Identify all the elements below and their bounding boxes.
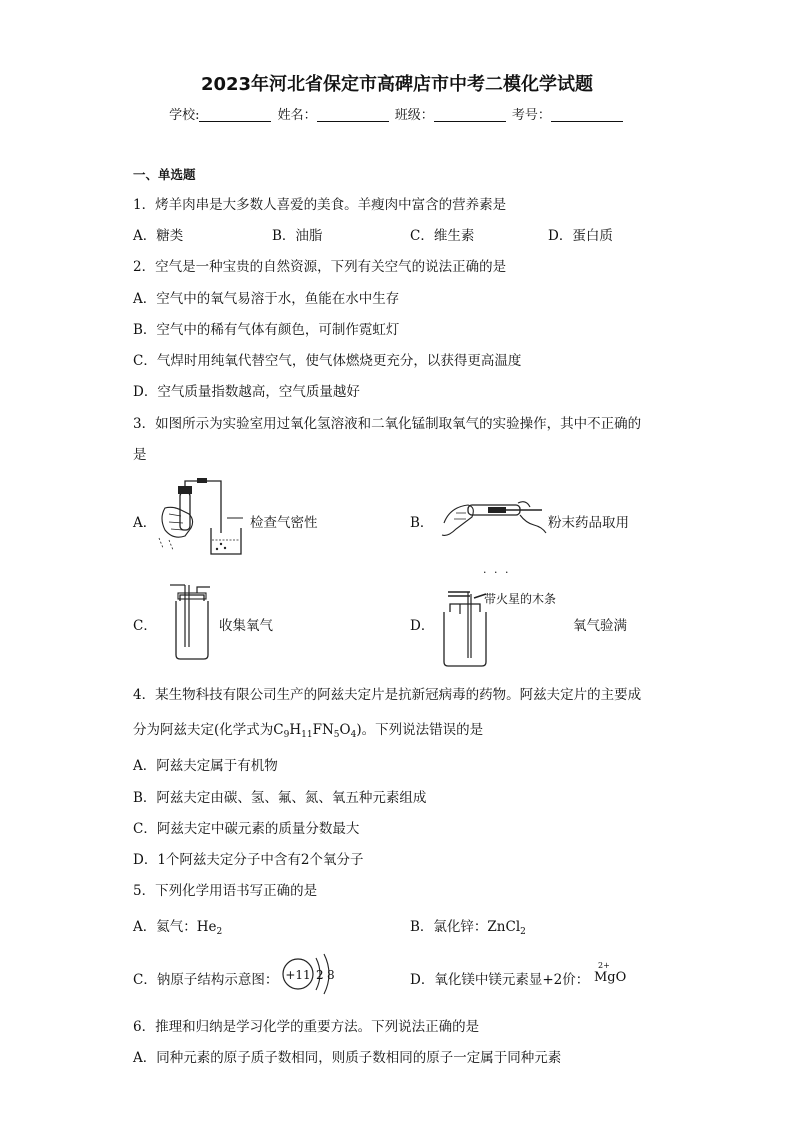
q3-option-c-label: 收集氧气	[219, 618, 273, 634]
section-heading: 一、单选题	[133, 167, 196, 182]
q5-option-d[interactable]: D．氧化镁中镁元素显+2价：	[410, 972, 590, 988]
name-blank[interactable]	[317, 107, 389, 122]
powder-sampling-figure	[438, 493, 548, 543]
q1-option-b[interactable]: B．油脂	[272, 228, 323, 244]
school-blank[interactable]	[199, 107, 271, 122]
q3-option-d-label: 氧气验满	[573, 618, 627, 634]
sodium-atom-structure-diagram	[280, 952, 352, 1000]
q6-stem: 6．推理和归纳是学习化学的重要方法。下列说法正确的是	[133, 1019, 480, 1035]
student-info-line	[0, 104, 794, 123]
school-label: 学校:	[169, 108, 200, 123]
q4-stem-line1: 4．某生物科技有限公司生产的阿兹夫定片是抗新冠病毒的药物。阿兹夫定片的主要成	[133, 687, 642, 703]
q3-option-a-letter[interactable]: A．	[133, 515, 157, 531]
q5-d-formula: MgO	[594, 970, 627, 985]
q3-option-d-letter[interactable]: D．	[410, 618, 435, 634]
q5-d-charge: 2+	[598, 961, 610, 970]
class-blank[interactable]	[434, 107, 506, 122]
q3-stem-line1: 3．如图所示为实验室用过氧化氢溶液和二氧化锰制取氧气的实验操作，其中不正确的	[133, 416, 642, 432]
q5-option-c[interactable]: C．钠原子结构示意图：	[133, 972, 279, 988]
q4-stem-post: )。下列说法错误的是	[356, 722, 484, 738]
atom-nucleus-charge: +11	[285, 968, 311, 982]
q3-option-a-label: 检查气密性	[250, 515, 318, 531]
page-title: 2023年河北省保定市高碑店市中考二模化学试题	[200, 74, 594, 95]
q1-option-c[interactable]: C．维生素	[410, 228, 475, 244]
q4-stem-line2	[133, 718, 483, 740]
q4-stem-pre: 分为阿兹夫定(化学式为	[133, 722, 274, 738]
q3-option-b-letter[interactable]: B．	[410, 515, 434, 531]
q3-option-d-callout: 带火星的木条	[484, 592, 557, 606]
q6-option-a[interactable]: A．同种元素的原子质子数相同，则质子数相同的原子一定属于同种元素	[133, 1050, 562, 1066]
q1-option-d[interactable]: D．蛋白质	[548, 228, 613, 244]
q2-option-d[interactable]: D．空气质量指数越高，空气质量越好	[133, 384, 360, 400]
q5-option-a[interactable]: A．氦气：$He_2$	[133, 919, 223, 937]
q3-option-c-letter[interactable]: C．	[133, 618, 157, 634]
q4-formula: $C_9H_{11}FN_5O_4$	[273, 722, 357, 740]
oxygen-collection-bottle-figure	[168, 583, 216, 661]
q4-option-c[interactable]: C．阿兹夫定中碳元素的质量分数最大	[133, 821, 360, 837]
q2-option-a[interactable]: A．空气中的氧气易溶于水，鱼能在水中生存	[133, 291, 400, 307]
first-shell-electrons: 2	[316, 968, 324, 982]
q1-option-a[interactable]: A．糖类	[133, 228, 184, 244]
q2-option-c[interactable]: C．气焊时用纯氧代替空气，使气体燃烧更充分，以获得更高温度	[133, 353, 522, 369]
q3-option-b-label: 粉末药品取用	[548, 515, 629, 531]
q1-stem: 1．烤羊肉串是大多数人喜爱的美食。羊瘦肉中富含的营养素是	[133, 197, 507, 213]
q4-option-a[interactable]: A．阿兹夫定属于有机物	[133, 758, 278, 774]
q4-option-b[interactable]: B．阿兹夫定由碳、氢、氟、氮、氧五种元素组成	[133, 790, 427, 806]
q5-stem: 5．下列化学用语书写正确的是	[133, 883, 318, 899]
name-label: 姓名：	[277, 108, 317, 123]
q5-option-b[interactable]: B．氯化锌：ZnCl$_2$	[410, 919, 526, 937]
number-label: 考号：	[511, 108, 551, 123]
q2-stem: 2．空气是一种宝贵的自然资源，下列有关空气的说法正确的是	[133, 259, 507, 275]
q4-option-d[interactable]: D．1个阿兹夫定分子中含有2个氧分子	[133, 852, 364, 868]
airtightness-check-figure	[155, 478, 250, 560]
q3-dots: · · ·	[483, 566, 511, 579]
number-blank[interactable]	[551, 107, 623, 122]
q2-option-b[interactable]: B．空气中的稀有气体有颜色，可制作霓虹灯	[133, 322, 400, 338]
q3-stem-line2: 是	[133, 447, 147, 463]
class-label: 班级：	[394, 108, 434, 123]
second-shell-electrons: 8	[327, 968, 335, 982]
